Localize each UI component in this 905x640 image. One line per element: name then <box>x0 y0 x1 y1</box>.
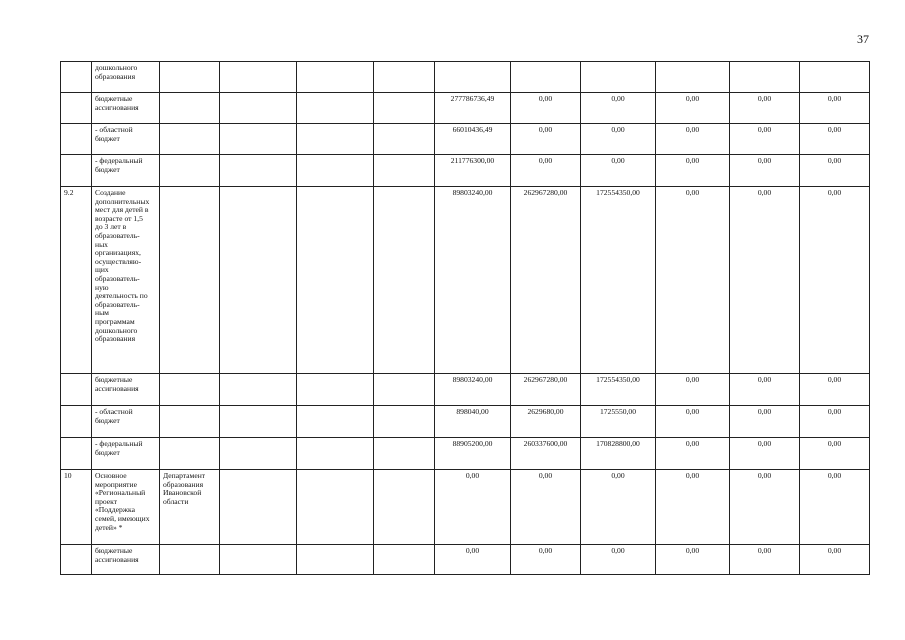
amount-cell: 0,00 <box>435 545 511 575</box>
amount-cell: 89803240,00 <box>435 374 511 406</box>
amount-cell: 0,00 <box>656 93 730 124</box>
row-name-cell: дошкольного образования <box>92 62 160 93</box>
amount-cell: 0,00 <box>656 187 730 374</box>
amount-cell <box>435 62 511 93</box>
table-body <box>61 62 870 575</box>
table-row <box>61 406 870 438</box>
row-code-cell <box>61 62 92 93</box>
amount-cell: 172554350,00 <box>581 374 656 406</box>
empty-cell <box>374 470 435 545</box>
empty-cell <box>220 545 297 575</box>
amount-cell: 211776300,00 <box>435 155 511 187</box>
row-name-cell: - федеральный бюджет <box>92 155 160 187</box>
row-name-cell: - федеральный бюджет <box>92 438 160 470</box>
amount-cell: 0,00 <box>656 438 730 470</box>
amount-cell: 66010436,49 <box>435 124 511 155</box>
row-name-cell: бюджетные ассигнования <box>92 93 160 124</box>
row-code-cell: 9.2 <box>61 187 92 374</box>
row-code-cell <box>61 406 92 438</box>
row-executor-cell <box>160 124 220 155</box>
empty-cell <box>374 545 435 575</box>
row-name-cell: - областной бюджет <box>92 124 160 155</box>
empty-cell <box>220 93 297 124</box>
row-executor-cell <box>160 406 220 438</box>
empty-cell <box>374 374 435 406</box>
amount-cell <box>656 62 730 93</box>
empty-cell <box>374 438 435 470</box>
table-row <box>61 470 870 545</box>
empty-cell <box>220 62 297 93</box>
empty-cell <box>297 374 374 406</box>
table-row <box>61 545 870 575</box>
amount-cell: 0,00 <box>730 406 800 438</box>
amount-cell: 0,00 <box>800 374 870 406</box>
row-executor-cell <box>160 374 220 406</box>
amount-cell <box>511 62 581 93</box>
amount-cell: 0,00 <box>511 124 581 155</box>
row-executor-cell <box>160 438 220 470</box>
empty-cell <box>374 124 435 155</box>
amount-cell: 1725550,00 <box>581 406 656 438</box>
empty-cell <box>297 470 374 545</box>
table-row <box>61 187 870 374</box>
amount-cell: 0,00 <box>656 545 730 575</box>
amount-cell: 898040,00 <box>435 406 511 438</box>
amount-cell <box>800 62 870 93</box>
row-code-cell: 10 <box>61 470 92 545</box>
amount-cell: 0,00 <box>656 124 730 155</box>
table-row <box>61 374 870 406</box>
empty-cell <box>297 438 374 470</box>
amount-cell <box>581 62 656 93</box>
amount-cell: 0,00 <box>511 155 581 187</box>
amount-cell: 0,00 <box>730 124 800 155</box>
amount-cell: 0,00 <box>656 470 730 545</box>
table-row <box>61 155 870 187</box>
amount-cell: 0,00 <box>730 374 800 406</box>
amount-cell: 0,00 <box>800 93 870 124</box>
row-code-cell <box>61 545 92 575</box>
empty-cell <box>297 406 374 438</box>
row-code-cell <box>61 124 92 155</box>
amount-cell: 0,00 <box>800 545 870 575</box>
row-executor-cell <box>160 155 220 187</box>
amount-cell: 0,00 <box>730 187 800 374</box>
empty-cell <box>297 62 374 93</box>
amount-cell: 0,00 <box>656 406 730 438</box>
amount-cell: 0,00 <box>581 545 656 575</box>
amount-cell: 0,00 <box>511 93 581 124</box>
row-executor-cell <box>160 93 220 124</box>
amount-cell: 0,00 <box>800 438 870 470</box>
table-row <box>61 93 870 124</box>
amount-cell: 170828800,00 <box>581 438 656 470</box>
empty-cell <box>220 124 297 155</box>
amount-cell: 0,00 <box>800 187 870 374</box>
amount-cell: 0,00 <box>730 438 800 470</box>
row-name-cell: бюджетные ассигнования <box>92 545 160 575</box>
row-name-cell: - областной бюджет <box>92 406 160 438</box>
empty-cell <box>297 187 374 374</box>
table-row <box>61 438 870 470</box>
empty-cell <box>374 406 435 438</box>
amount-cell: 0,00 <box>656 155 730 187</box>
amount-cell: 0,00 <box>730 93 800 124</box>
row-code-cell <box>61 93 92 124</box>
page-number: 37 <box>857 32 869 46</box>
empty-cell <box>220 155 297 187</box>
row-name-cell: Основное мероприятие «Региональный проект «Поддержка семей, имеющих детей» * <box>92 470 160 545</box>
row-code-cell <box>61 155 92 187</box>
amount-cell: 260337600,00 <box>511 438 581 470</box>
amount-cell: 0,00 <box>656 374 730 406</box>
empty-cell <box>220 438 297 470</box>
amount-cell: 0,00 <box>800 155 870 187</box>
amount-cell: 0,00 <box>581 470 656 545</box>
empty-cell <box>297 93 374 124</box>
amount-cell: 0,00 <box>435 470 511 545</box>
empty-cell <box>220 470 297 545</box>
amount-cell: 262967280,00 <box>511 374 581 406</box>
amount-cell: 0,00 <box>511 545 581 575</box>
empty-cell <box>220 187 297 374</box>
table-row <box>61 62 870 93</box>
amount-cell: 0,00 <box>800 124 870 155</box>
amount-cell <box>730 62 800 93</box>
empty-cell <box>374 62 435 93</box>
row-code-cell <box>61 438 92 470</box>
amount-cell: 2629680,00 <box>511 406 581 438</box>
empty-cell <box>297 155 374 187</box>
row-name-cell: бюджетные ассигнования <box>92 374 160 406</box>
empty-cell <box>374 187 435 374</box>
amount-cell: 0,00 <box>800 470 870 545</box>
row-executor-cell: Департамент образования Ивановской области <box>160 470 220 545</box>
amount-cell: 89803240,00 <box>435 187 511 374</box>
empty-cell <box>374 93 435 124</box>
amount-cell: 262967280,00 <box>511 187 581 374</box>
amount-cell: 0,00 <box>581 155 656 187</box>
amount-cell: 0,00 <box>730 470 800 545</box>
amount-cell: 0,00 <box>581 124 656 155</box>
row-name-cell: Создание дополнительных мест для детей в возрасте от 1,5 до 3 лет в образователь- ных организациях, осуществляю- щих образователь- ную деятельность по образователь- ным программам дошкольного образования <box>92 187 160 374</box>
amount-cell: 277786736,49 <box>435 93 511 124</box>
row-code-cell <box>61 374 92 406</box>
empty-cell <box>297 124 374 155</box>
row-executor-cell <box>160 62 220 93</box>
amount-cell: 0,00 <box>581 93 656 124</box>
row-executor-cell <box>160 545 220 575</box>
amount-cell: 88905200,00 <box>435 438 511 470</box>
amount-cell: 0,00 <box>730 155 800 187</box>
amount-cell: 172554350,00 <box>581 187 656 374</box>
empty-cell <box>220 406 297 438</box>
empty-cell <box>374 155 435 187</box>
row-executor-cell <box>160 187 220 374</box>
empty-cell <box>220 374 297 406</box>
amount-cell: 0,00 <box>730 545 800 575</box>
empty-cell <box>297 545 374 575</box>
budget-table <box>60 61 870 575</box>
table-row <box>61 124 870 155</box>
amount-cell: 0,00 <box>511 470 581 545</box>
amount-cell: 0,00 <box>800 406 870 438</box>
